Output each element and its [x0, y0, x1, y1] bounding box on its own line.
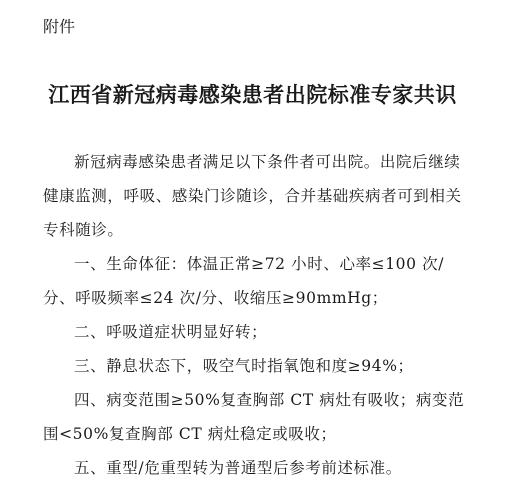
criterion-severe-cases: 五、重型/危重型转为普通型后参考前述标准。	[74, 459, 402, 477]
document-body	[43, 145, 473, 485]
intro-paragraph: 新冠病毒感染患者满足以下条件者可出院。出院后继续健康监测，呼吸、感染门诊随诊，合并基础疾病者可到相关专科随诊。	[43, 153, 462, 239]
criterion-ct-lesion: 四、病变范围≥50%复查胸部 CT 病灶有吸收；病变范围<50%复查胸部 CT 病灶稳定或吸收；	[43, 391, 465, 443]
criterion-oxygen-saturation: 三、静息状态下，吸空气时指氧饱和度≥94%；	[74, 357, 414, 375]
document-title: 江西省新冠病毒感染患者出院标准专家共识	[48, 82, 457, 107]
criterion-vital-signs: 一、生命体征：体温正常≥72 小时、心率≤100 次/分、呼吸频率≤24 次/分、收缩压≥90mmHg；	[43, 255, 445, 307]
attachment-label: 附件	[43, 17, 76, 36]
criterion-respiratory-symptoms: 二、呼吸道症状明显好转；	[74, 323, 268, 341]
